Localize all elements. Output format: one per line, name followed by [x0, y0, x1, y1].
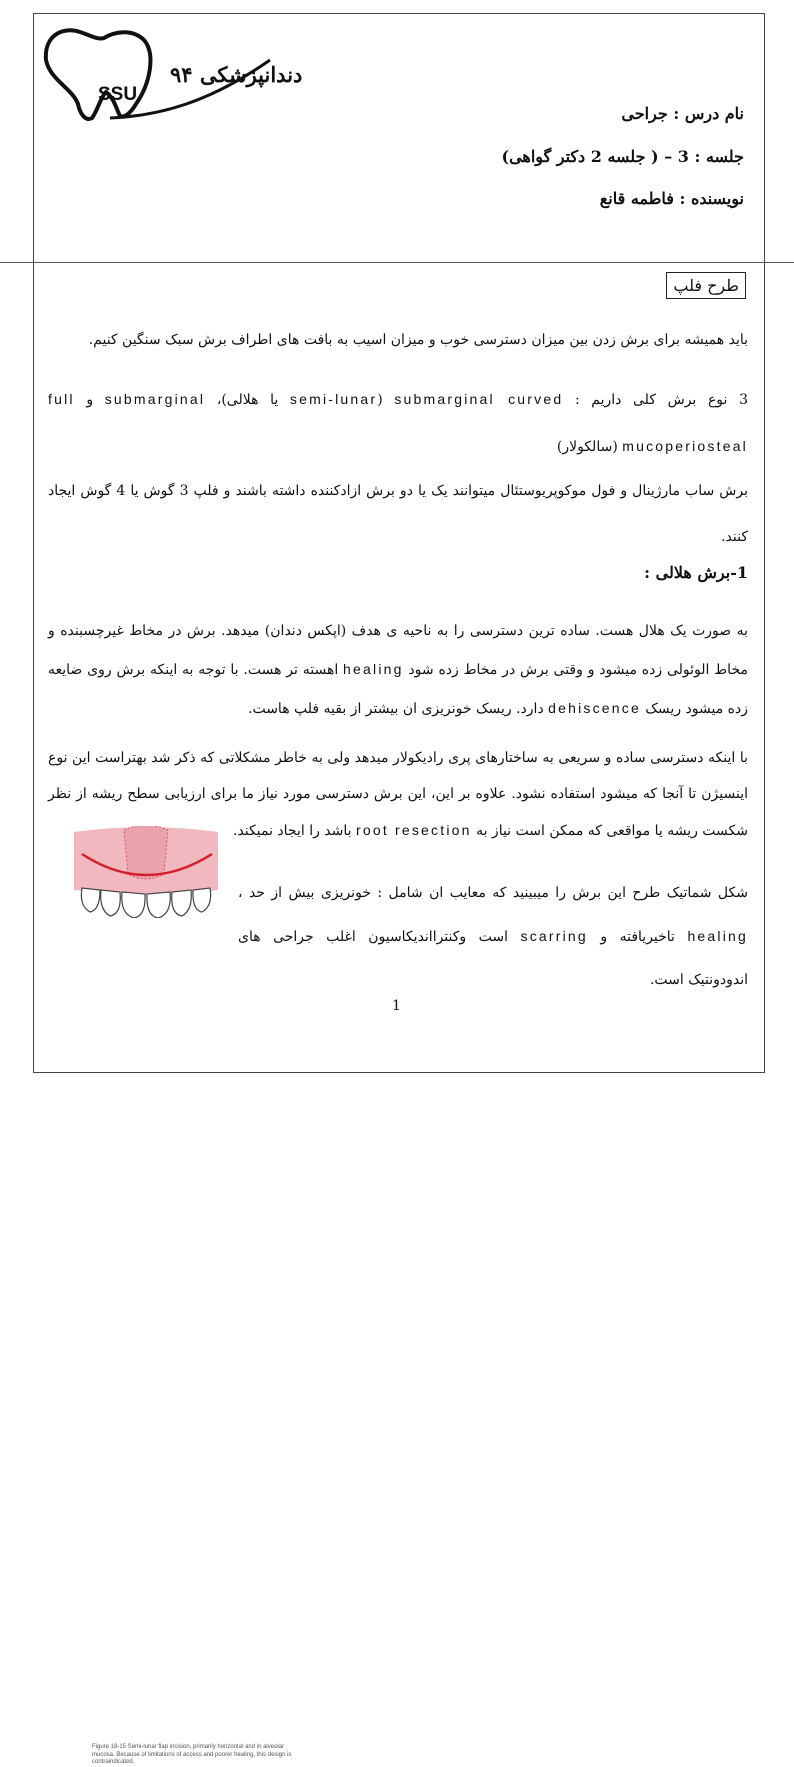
- logo-text-en: SSU: [98, 84, 138, 105]
- term-semi-lunar: semi-lunar: [289, 391, 378, 407]
- course-name: نام درس : جراحی: [621, 104, 744, 123]
- flap-diagram: [46, 826, 246, 918]
- term-dehiscence: dehiscence: [548, 700, 641, 716]
- paragraph-4: به صورت یک هلال هست. ساده ترین دسترسی را به ناحیه ی هدف (اپکس دندان) میدهد. برش در مخاط غیرچسبنده و مخاط الوئولی زده میشود و وقتی برش در مخاط زده شود healing اهسته تر هست. با توجه به اینکه برش روی ضایعه زده میشود ریسک dehiscence دارد. ریسک خونریزی ان بیشتر از بقیه فلپ هاست.: [48, 623, 748, 717]
- paragraph-5: با اینکه دسترسی ساده و سریعی به ساختارهای پری رادیکولار میدهد ولی به خاطر مشکلاتی که ذکر شد بهتراست این نوع اینسیژن تا آنجا که میشود استفاده نشود. علاوه بر این، این برش دسترسی مورد نیاز ما برای ارزیابی سطح ریشه از نظر شکست ریشه یا مواقعی که ممکن است نیاز به root resection باشد را ایجاد نمیکند.: [48, 750, 748, 839]
- term-healing: healing: [343, 661, 404, 677]
- paragraph-1: باید همیشه برای برش زدن بین میزان دسترسی خوب و میزان اسیب به بافت های اطراف برش سبک سنگین کنیم.: [88, 332, 748, 348]
- term-full-mucoperiosteal: full mucoperiosteal: [48, 391, 748, 454]
- term-scarring: scarring: [520, 928, 588, 944]
- term-root-resection: root resection: [356, 822, 472, 838]
- paragraph-2: 3 نوع برش کلی داریم : submarginal curved (semi-lunar یا هلالی)، submarginal و full mucoperiosteal (سالکولار): [48, 391, 748, 455]
- section-title: طرح فلپ: [666, 272, 746, 299]
- logo: [40, 18, 303, 128]
- semilunar-flap-figure: [46, 826, 292, 1765]
- header-divider: [0, 262, 794, 263]
- subheading-semilunar: 1-برش هلالی :: [644, 563, 748, 582]
- term-healing-2: healing: [687, 928, 748, 944]
- figure-caption: Figure 18-15 Semi-lunar flap incision, primarily horizontal and in alveolar mucosa. Because of limitations of access and poorer healing, this design is contraindicated.: [92, 1744, 292, 1765]
- paragraph-6: شکل شماتیک طرح این برش را میبینید که معایب ان شامل : خونریزی بیش از حد ، healing تاخیریافته و scarring است وکنترااندیکاسیون اغلب جراحی های اندودونتیک است.: [238, 885, 748, 988]
- session-info: جلسه : 3 – ( جلسه 2 دکتر گواهی): [501, 147, 744, 166]
- term-submarginal: submarginal: [104, 391, 206, 407]
- paragraph-3: برش ساب مارژینال و فول موکوپریوستئال میتوانند یک یا دو برش ازادکننده داشته باشند و فلپ 3 گوش یا 4 گوش ایجاد کنند.: [48, 483, 748, 545]
- logo-text-fa: دندانپزشکی ۹۴: [170, 62, 303, 87]
- term-submarginal-curved: submarginal curved: [394, 391, 564, 407]
- author-name: نویسنده : فاطمه قانع: [599, 189, 744, 208]
- page-number: 1: [392, 998, 401, 1014]
